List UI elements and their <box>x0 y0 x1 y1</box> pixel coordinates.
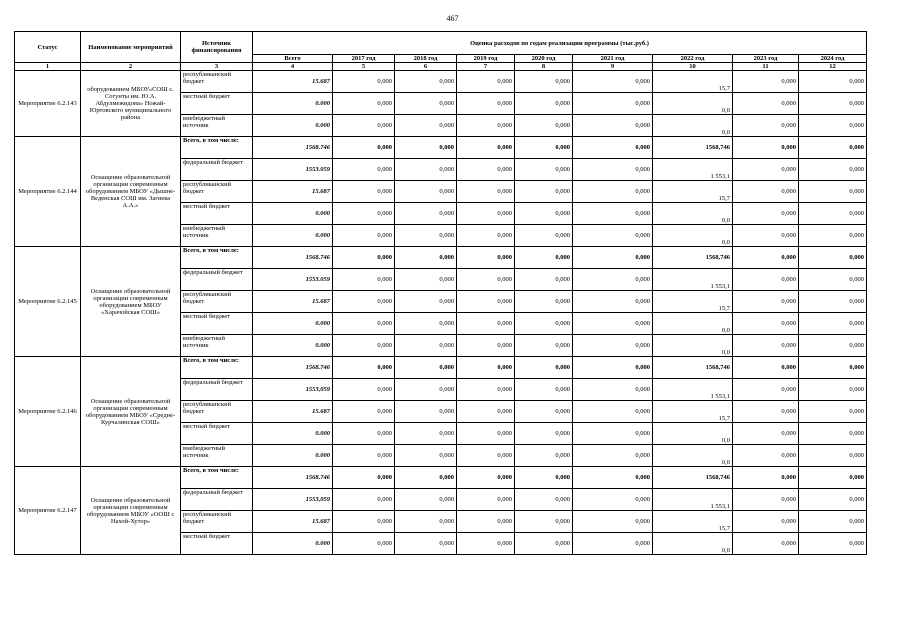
year-value: 0,000 <box>515 181 573 203</box>
year-value: 0,000 <box>515 379 573 401</box>
funding-source: внебюджетный источник <box>181 335 253 357</box>
year-value: 0,000 <box>733 159 799 181</box>
year-value: 0,000 <box>515 335 573 357</box>
year-value: 0,000 <box>333 71 395 93</box>
year-value: 0,000 <box>799 379 867 401</box>
year-value: 0,000 <box>395 159 457 181</box>
year-value: 0,000 <box>733 511 799 533</box>
header-year: 2020 год <box>515 55 573 63</box>
year-value: 0,000 <box>733 181 799 203</box>
year-value: 0,0 <box>653 203 733 225</box>
column-number: 3 <box>181 63 253 71</box>
year-value: 0,000 <box>799 357 867 379</box>
year-value: 1568,746 <box>653 247 733 269</box>
year-value: 0,000 <box>799 225 867 247</box>
funding-source: республиканский бюджет <box>181 291 253 313</box>
year-value: 0,000 <box>457 423 515 445</box>
measure-status: Мероприятие 6.2.147 <box>15 467 81 555</box>
year-value: 0,000 <box>457 489 515 511</box>
year-value: 0,000 <box>733 445 799 467</box>
year-value: 0,000 <box>573 115 653 137</box>
year-value: 0,000 <box>573 137 653 159</box>
header-status: Статус <box>15 32 81 63</box>
year-value: 0,000 <box>457 511 515 533</box>
year-value: 0,000 <box>799 467 867 489</box>
measure-name: Оснащение образовательной организации современным оборудованием МБОУ «Харачойская СОШ» <box>81 247 181 357</box>
funding-source: республиканский бюджет <box>181 181 253 203</box>
year-value: 0,000 <box>733 533 799 555</box>
table-row <box>15 247 867 269</box>
year-value: 0,000 <box>395 313 457 335</box>
year-value: 0,000 <box>515 357 573 379</box>
column-number: 9 <box>573 63 653 71</box>
table-row <box>15 467 867 489</box>
total-value: 1568.746 <box>253 467 333 489</box>
year-value: 0,000 <box>395 511 457 533</box>
year-value: 0,000 <box>573 335 653 357</box>
year-value: 0,000 <box>799 181 867 203</box>
year-value: 0,000 <box>573 291 653 313</box>
year-value: 0,000 <box>799 489 867 511</box>
year-value: 0,000 <box>799 335 867 357</box>
year-value: 0,000 <box>515 93 573 115</box>
year-value: 0,000 <box>395 533 457 555</box>
funding-source: внебюджетный источник <box>181 445 253 467</box>
year-value: 0,000 <box>333 313 395 335</box>
year-value: 15,7 <box>653 401 733 423</box>
year-value: 0,000 <box>799 269 867 291</box>
header-year: 2018 год <box>395 55 457 63</box>
year-value: 0,0 <box>653 445 733 467</box>
year-value: 0,000 <box>333 159 395 181</box>
total-value: 0.000 <box>253 93 333 115</box>
header-year: 2017 год <box>333 55 395 63</box>
year-value: 0,000 <box>515 533 573 555</box>
year-value: 0,000 <box>457 71 515 93</box>
year-value: 0,000 <box>395 445 457 467</box>
measure-status: Мероприятие 6.2.145 <box>15 247 81 357</box>
measure-name: Оснащение образовательной организации современным оборудованием МБОУ «Средне-Курчалинская СОШ» <box>81 357 181 467</box>
funding-source: внебюджетный источник <box>181 225 253 247</box>
year-value: 0,0 <box>653 423 733 445</box>
year-value: 0,000 <box>733 313 799 335</box>
funding-source: Всего, в том числе: <box>181 137 253 159</box>
year-value: 0,000 <box>799 203 867 225</box>
total-value: 15.687 <box>253 181 333 203</box>
year-value: 0,000 <box>457 181 515 203</box>
year-value: 0,000 <box>333 357 395 379</box>
year-value: 0,0 <box>653 93 733 115</box>
measure-status: Мероприятие 6.2.143 <box>15 71 81 137</box>
year-value: 0,000 <box>395 269 457 291</box>
measure-name: оборудованием МБОУ«СОШ с. Согунты им. Ю.А. Абдулмежидова» Ножай-Юртовского муниципального района <box>81 71 181 137</box>
column-number: 4 <box>253 63 333 71</box>
funding-source: федеральный бюджет <box>181 269 253 291</box>
year-value: 0,000 <box>457 401 515 423</box>
year-value: 0,000 <box>733 247 799 269</box>
year-value: 0,000 <box>457 93 515 115</box>
year-value: 0,000 <box>515 489 573 511</box>
year-value: 0,000 <box>799 247 867 269</box>
year-value: 0,000 <box>733 71 799 93</box>
year-value: 0,000 <box>733 203 799 225</box>
year-value: 0,0 <box>653 533 733 555</box>
year-value: 0,000 <box>395 379 457 401</box>
funding-source: местный бюджет <box>181 533 253 555</box>
year-value: 0,000 <box>395 467 457 489</box>
header-name: Наименование мероприятий <box>81 32 181 63</box>
year-value: 0,000 <box>395 203 457 225</box>
column-number: 5 <box>333 63 395 71</box>
year-value: 0,000 <box>573 357 653 379</box>
year-value: 0,000 <box>573 71 653 93</box>
year-value: 0,0 <box>653 313 733 335</box>
year-value: 0,000 <box>395 137 457 159</box>
year-value: 0,000 <box>395 401 457 423</box>
measure-status: Мероприятие 6.2.146 <box>15 357 81 467</box>
year-value: 0,000 <box>733 137 799 159</box>
year-value: 0,000 <box>333 511 395 533</box>
year-value: 0,000 <box>395 115 457 137</box>
year-value: 0,000 <box>733 423 799 445</box>
year-value: 15,7 <box>653 71 733 93</box>
year-value: 0,000 <box>799 511 867 533</box>
year-value: 0,000 <box>395 357 457 379</box>
year-value: 0,000 <box>799 423 867 445</box>
measure-name: Оснащение образовательной организации современным оборудованием МБОУ «Дышне-Веденская СОШ им. Загиева А.А.» <box>81 137 181 247</box>
column-number: 8 <box>515 63 573 71</box>
total-value: 1568.746 <box>253 357 333 379</box>
year-value: 0,0 <box>653 335 733 357</box>
year-value: 0,000 <box>573 93 653 115</box>
year-value: 0,000 <box>799 115 867 137</box>
year-value: 0,000 <box>333 401 395 423</box>
year-value: 0,000 <box>515 159 573 181</box>
year-value: 1 553,1 <box>653 379 733 401</box>
year-value: 0,000 <box>573 489 653 511</box>
total-value: 15.687 <box>253 511 333 533</box>
year-value: 0,000 <box>573 533 653 555</box>
year-value: 0,000 <box>733 291 799 313</box>
year-value: 0,000 <box>733 269 799 291</box>
year-value: 0,000 <box>333 335 395 357</box>
funding-source: федеральный бюджет <box>181 379 253 401</box>
funding-source: местный бюджет <box>181 203 253 225</box>
column-number: 2 <box>81 63 181 71</box>
page-number: 467 <box>446 14 459 23</box>
year-value: 1568,746 <box>653 467 733 489</box>
year-value: 0,000 <box>333 423 395 445</box>
expenses-table <box>14 31 867 555</box>
year-value: 0,000 <box>457 467 515 489</box>
year-value: 0,000 <box>573 159 653 181</box>
total-value: 1568.746 <box>253 137 333 159</box>
year-value: 0,000 <box>395 335 457 357</box>
year-value: 0,000 <box>457 159 515 181</box>
header-year: 2022 год <box>653 55 733 63</box>
year-value: 0,000 <box>799 93 867 115</box>
year-value: 0,000 <box>395 225 457 247</box>
year-value: 0,000 <box>799 401 867 423</box>
total-value: 0.000 <box>253 533 333 555</box>
column-number: 6 <box>395 63 457 71</box>
year-value: 0,000 <box>333 533 395 555</box>
header-year: 2024 год <box>799 55 867 63</box>
year-value: 0,000 <box>457 357 515 379</box>
funding-source: республиканский бюджет <box>181 401 253 423</box>
year-value: 0,000 <box>333 445 395 467</box>
year-value: 0,000 <box>733 335 799 357</box>
year-value: 0,000 <box>733 401 799 423</box>
year-value: 0,000 <box>573 401 653 423</box>
year-value: 0,000 <box>333 467 395 489</box>
table-row <box>15 71 867 93</box>
year-value: 0,000 <box>333 93 395 115</box>
year-value: 0,000 <box>573 269 653 291</box>
year-value: 0,000 <box>733 225 799 247</box>
total-value: 15.687 <box>253 71 333 93</box>
year-value: 0,000 <box>573 313 653 335</box>
year-value: 0,000 <box>457 115 515 137</box>
year-value: 0,000 <box>395 181 457 203</box>
year-value: 0,000 <box>573 203 653 225</box>
year-value: 0,000 <box>457 379 515 401</box>
year-value: 0,000 <box>457 225 515 247</box>
funding-source: местный бюджет <box>181 423 253 445</box>
year-value: 0,000 <box>573 181 653 203</box>
funding-source: Всего, в том числе: <box>181 467 253 489</box>
total-value: 0.000 <box>253 423 333 445</box>
total-value: 1553.059 <box>253 159 333 181</box>
total-value: 0.000 <box>253 313 333 335</box>
year-value: 0,000 <box>799 137 867 159</box>
year-value: 0,000 <box>333 247 395 269</box>
year-value: 1 553,1 <box>653 489 733 511</box>
year-value: 0,000 <box>733 379 799 401</box>
funding-source: местный бюджет <box>181 313 253 335</box>
year-value: 0,000 <box>573 445 653 467</box>
year-value: 0,000 <box>515 423 573 445</box>
year-value: 1568,746 <box>653 357 733 379</box>
year-value: 0,000 <box>457 269 515 291</box>
year-value: 0,000 <box>733 115 799 137</box>
funding-source: Всего, в том числе: <box>181 357 253 379</box>
year-value: 0,000 <box>333 203 395 225</box>
year-value: 0,000 <box>515 203 573 225</box>
year-value: 0,000 <box>395 93 457 115</box>
year-value: 0,0 <box>653 115 733 137</box>
year-value: 0,000 <box>573 511 653 533</box>
header-total: Всего <box>253 55 333 63</box>
total-value: 1568.746 <box>253 247 333 269</box>
year-value: 0,000 <box>733 467 799 489</box>
year-value: 0,000 <box>333 115 395 137</box>
year-value: 0,000 <box>799 313 867 335</box>
year-value: 15,7 <box>653 291 733 313</box>
header-source: Источник финансирования <box>181 32 253 63</box>
year-value: 0,0 <box>653 225 733 247</box>
year-value: 0,000 <box>733 489 799 511</box>
year-value: 0,000 <box>395 71 457 93</box>
total-value: 15.687 <box>253 291 333 313</box>
year-value: 0,000 <box>733 93 799 115</box>
year-value: 0,000 <box>573 247 653 269</box>
year-value: 0,000 <box>573 379 653 401</box>
year-value: 0,000 <box>573 423 653 445</box>
year-value: 0,000 <box>515 313 573 335</box>
year-value: 15,7 <box>653 181 733 203</box>
year-value: 0,000 <box>799 291 867 313</box>
year-value: 0,000 <box>395 423 457 445</box>
year-value: 0,000 <box>457 137 515 159</box>
column-number: 11 <box>733 63 799 71</box>
year-value: 0,000 <box>457 313 515 335</box>
year-value: 0,000 <box>515 445 573 467</box>
year-value: 0,000 <box>333 181 395 203</box>
year-value: 0,000 <box>515 401 573 423</box>
year-value: 0,000 <box>515 467 573 489</box>
year-value: 0,000 <box>515 291 573 313</box>
measure-status: Мероприятие 6.2.144 <box>15 137 81 247</box>
year-value: 0,000 <box>515 115 573 137</box>
total-value: 0.000 <box>253 225 333 247</box>
year-value: 0,000 <box>457 203 515 225</box>
measure-name: Оснащение образовательной организации современным оборудованием МБОУ «ООШ с Нахой-Хутор» <box>81 467 181 555</box>
year-value: 0,000 <box>333 489 395 511</box>
year-value: 0,000 <box>457 291 515 313</box>
year-value: 0,000 <box>333 225 395 247</box>
column-number: 10 <box>653 63 733 71</box>
year-value: 0,000 <box>457 533 515 555</box>
total-value: 15.687 <box>253 401 333 423</box>
total-value: 0.000 <box>253 115 333 137</box>
funding-source: республиканский бюджет <box>181 511 253 533</box>
year-value: 0,000 <box>799 159 867 181</box>
funding-source: республиканский бюджет <box>181 71 253 93</box>
header-year: 2021 год <box>573 55 653 63</box>
year-value: 0,000 <box>799 445 867 467</box>
year-value: 0,000 <box>515 511 573 533</box>
total-value: 0.000 <box>253 203 333 225</box>
year-value: 0,000 <box>799 533 867 555</box>
year-value: 0,000 <box>457 247 515 269</box>
year-value: 0,000 <box>515 225 573 247</box>
year-value: 0,000 <box>515 137 573 159</box>
column-number: 7 <box>457 63 515 71</box>
year-value: 0,000 <box>395 489 457 511</box>
total-value: 0.000 <box>253 335 333 357</box>
year-value: 0,000 <box>515 269 573 291</box>
year-value: 0,000 <box>395 247 457 269</box>
year-value: 0,000 <box>333 269 395 291</box>
header-year: 2019 год <box>457 55 515 63</box>
column-number: 12 <box>799 63 867 71</box>
year-value: 0,000 <box>333 291 395 313</box>
total-value: 1553,059 <box>253 489 333 511</box>
year-value: 0,000 <box>333 379 395 401</box>
total-value: 1553,059 <box>253 379 333 401</box>
year-value: 1568,746 <box>653 137 733 159</box>
column-number: 1 <box>15 63 81 71</box>
year-value: 0,000 <box>515 247 573 269</box>
year-value: 15,7 <box>653 511 733 533</box>
table-row <box>15 137 867 159</box>
header-year: 2023 год <box>733 55 799 63</box>
year-value: 0,000 <box>573 225 653 247</box>
year-value: 0,000 <box>799 71 867 93</box>
year-value: 1 553,1 <box>653 159 733 181</box>
year-value: 0,000 <box>515 71 573 93</box>
funding-source: внебюджетный источник <box>181 115 253 137</box>
total-value: 1553.059 <box>253 269 333 291</box>
year-value: 0,000 <box>573 467 653 489</box>
year-value: 0,000 <box>333 137 395 159</box>
funding-source: местный бюджет <box>181 93 253 115</box>
year-value: 0,000 <box>395 291 457 313</box>
year-value: 0,000 <box>457 335 515 357</box>
funding-source: Всего, в том числе: <box>181 247 253 269</box>
total-value: 0.000 <box>253 445 333 467</box>
funding-source: федеральный бюджет <box>181 159 253 181</box>
header-estimate: Оценка расходов по годам реализации программы (тыс.руб.) <box>253 32 867 55</box>
funding-source: федеральный бюджет <box>181 489 253 511</box>
year-value: 0,000 <box>457 445 515 467</box>
year-value: 0,000 <box>733 357 799 379</box>
table-row <box>15 357 867 379</box>
year-value: 1 553,1 <box>653 269 733 291</box>
